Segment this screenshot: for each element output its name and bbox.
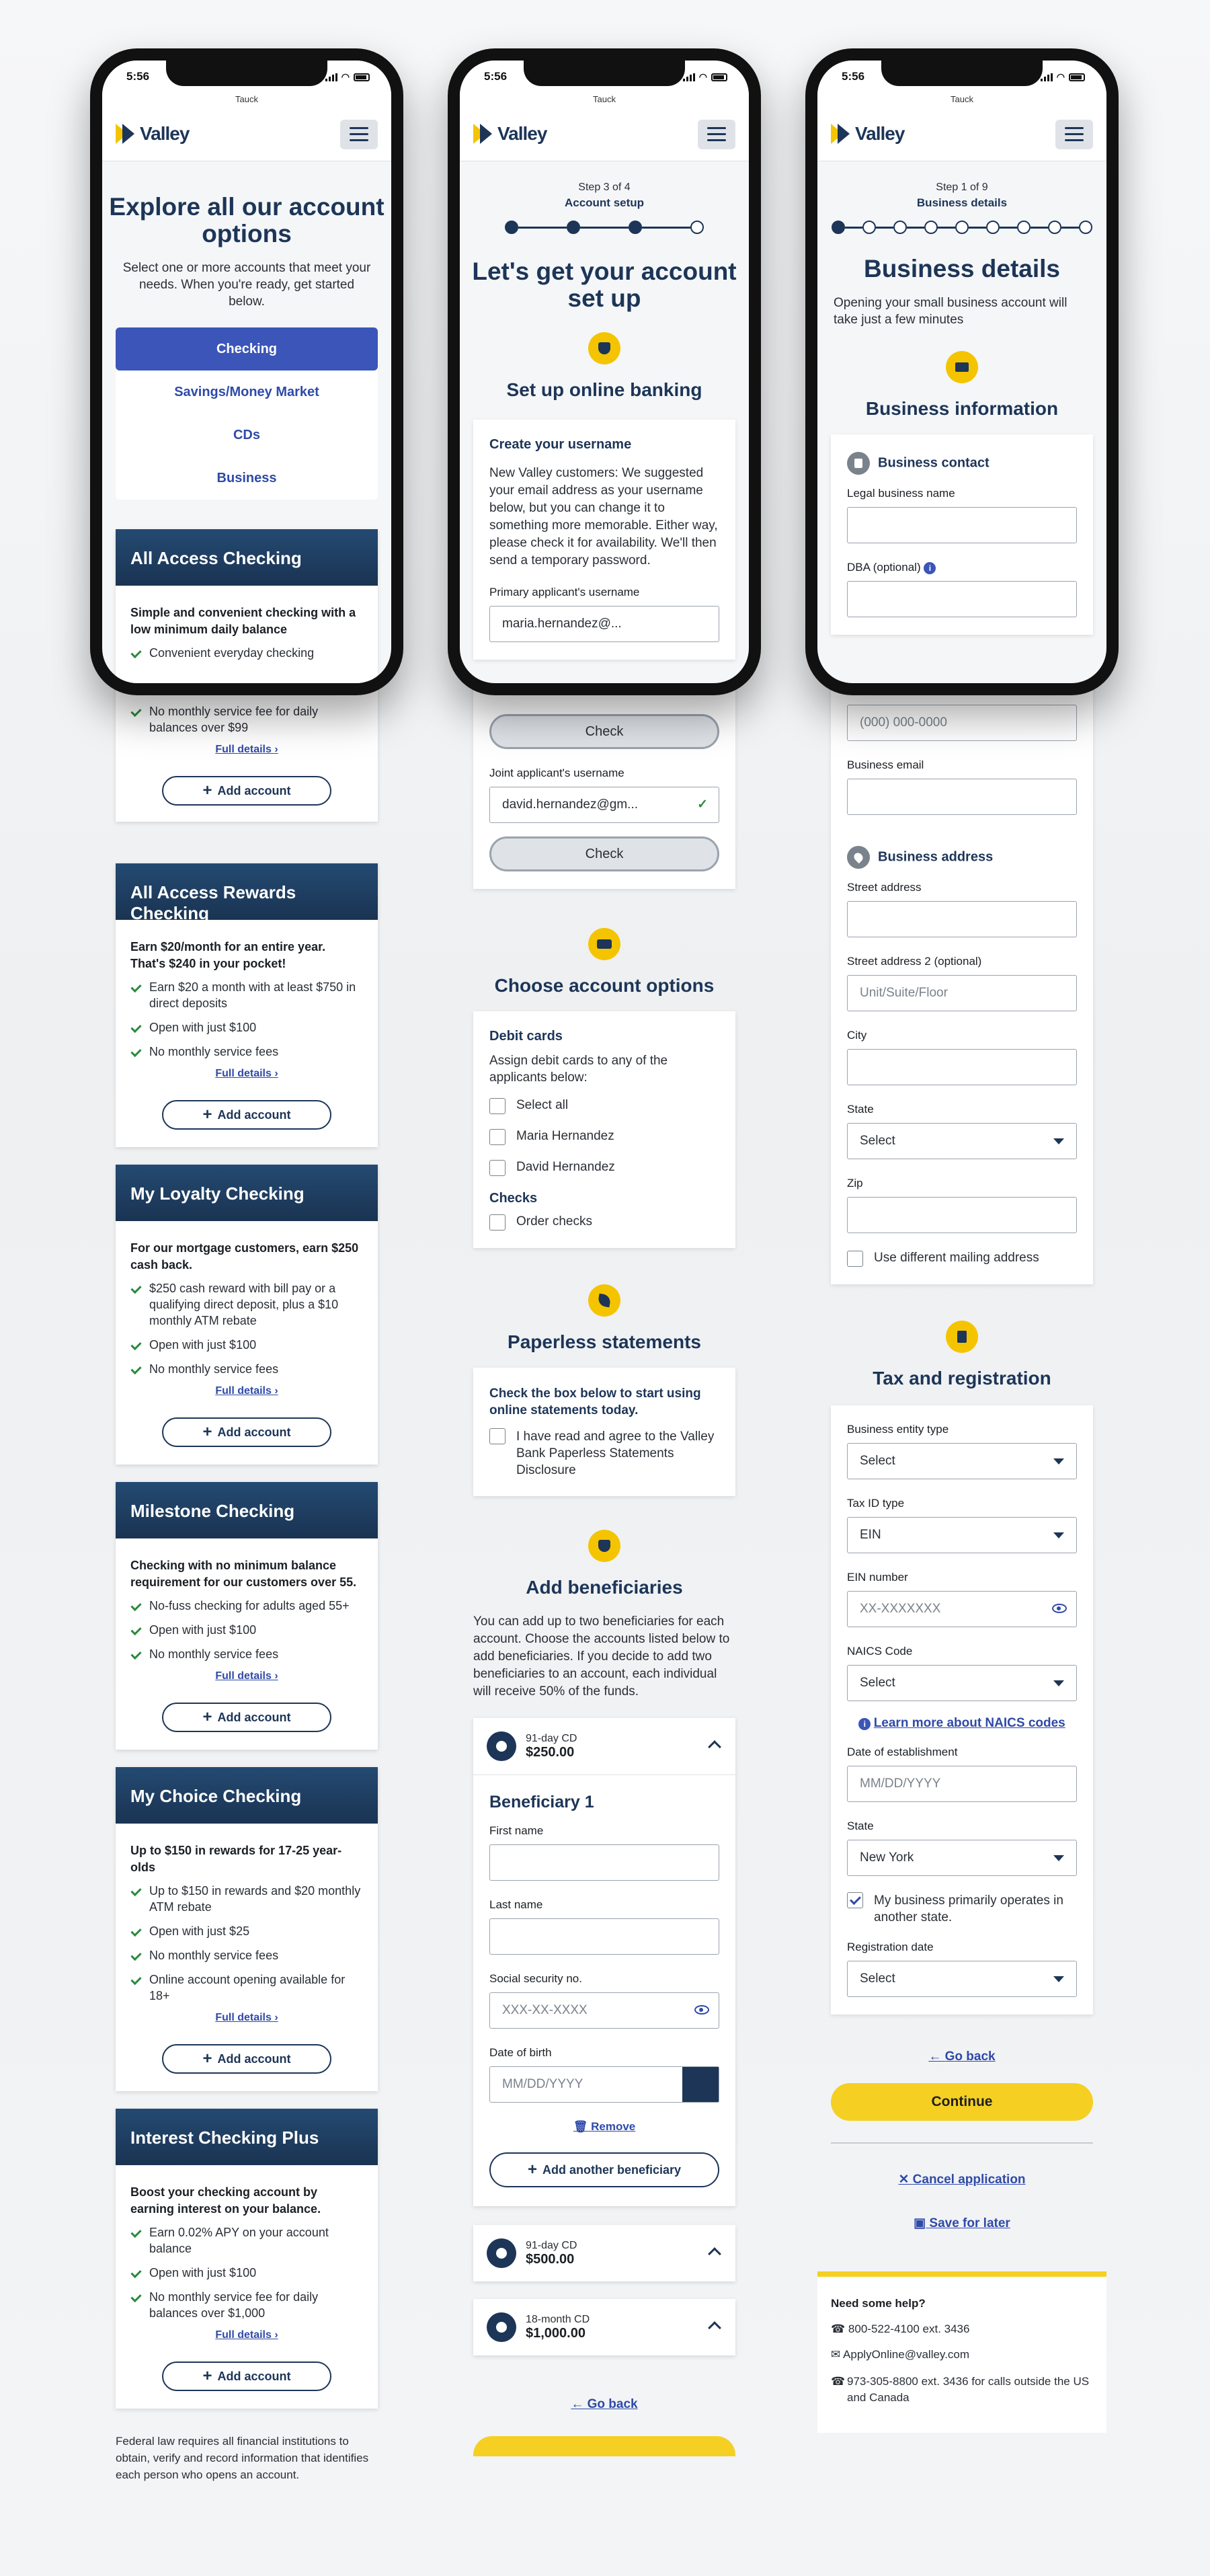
battery-icon [1069, 73, 1085, 81]
add-account-button[interactable]: + Add account [162, 776, 331, 806]
status-bar: 5:56 ◠ [817, 61, 1106, 90]
feature-item: Online account opening available for 18+ [130, 1972, 363, 2004]
phone-frame [90, 48, 403, 695]
street2-label: Street address 2 (optional) [847, 955, 982, 968]
phone-notch [881, 61, 1043, 86]
account-card-my-loyalty [116, 1165, 378, 1465]
account-accordion-header[interactable]: 18-month CD $1,000.00 [473, 2299, 735, 2355]
valley-logo-icon [831, 122, 851, 145]
cancel-application-link[interactable]: ✕ Cancel application [898, 2173, 1026, 2187]
dob-label: Date of birth [489, 2046, 552, 2059]
state-select[interactable]: Select [847, 1123, 1077, 1159]
phone-screen [817, 61, 1106, 683]
account-card-lead: Boost your checking account by earning interest on your balance. [130, 2185, 321, 2216]
account-card-list [102, 863, 391, 2483]
maria-checkbox[interactable]: Maria Hernandez [489, 1129, 719, 1145]
feature-item: Open with just $100 [130, 1337, 363, 1353]
beneficiary-title: Beneficiary 1 [489, 1793, 594, 1811]
phone-frame [805, 48, 1119, 695]
account-card-title: Milestone Checking [116, 1482, 378, 1538]
ssn-input[interactable]: XXX-XX-XXXX [489, 1992, 719, 2029]
joint-username-label: Joint applicant's username [489, 767, 624, 779]
eye-icon[interactable] [694, 2005, 709, 2015]
account-options-panel [473, 1011, 735, 1248]
naics-select[interactable]: Select [847, 1665, 1077, 1701]
tax-id-type-label: Tax ID type [847, 1497, 905, 1510]
continue-button-partial[interactable] [473, 2436, 735, 2456]
plus-icon: + [202, 1105, 212, 1124]
add-account-button[interactable]: + Add account [162, 2362, 331, 2391]
battery-icon [354, 73, 370, 81]
plus-icon: + [527, 2160, 537, 2179]
tab-checking[interactable]: Checking [116, 327, 378, 370]
continue-button[interactable]: Continue [831, 2083, 1093, 2121]
browser-url: Tauck [817, 90, 1106, 108]
building-icon [847, 452, 870, 475]
account-card-lead: Checking with no minimum balance requirement for our customers over 55. [130, 1559, 357, 1589]
full-details-link[interactable]: Full details › [215, 1670, 278, 1682]
valley-logo[interactable]: Valley [116, 122, 189, 145]
feature-item: Earn 0.02% APY on your account balance [130, 2224, 363, 2257]
tax-panel [831, 1405, 1093, 2015]
help-phone[interactable]: ☎ 800-522-4100 ext. 3436 [831, 2323, 970, 2335]
phone-screen [460, 61, 749, 683]
debit-cards-text: Assign debit cards to any of the applicants below: [489, 1054, 668, 1085]
user-icon [487, 1731, 516, 1761]
close-icon: ✕ [898, 2173, 910, 2187]
valley-logo[interactable]: Valley [831, 122, 904, 145]
beneficiary-account [473, 2299, 735, 2355]
account-card-lead: For our mortgage customers, earn $250 cash back. [130, 1241, 359, 1272]
account-card-all-access-rewards [116, 863, 378, 1147]
user-icon [487, 2238, 516, 2268]
signal-icon [1041, 73, 1053, 81]
chevron-up-icon [708, 2321, 721, 2335]
phone-icon: ☎ [831, 2323, 846, 2335]
business-contact-title: Business contact [847, 452, 1077, 475]
primary-username-label: Primary applicant's username [489, 586, 640, 598]
site-header [817, 108, 1106, 161]
account-card-lead: Simple and convenient checking with a low minimum daily balance [130, 606, 356, 636]
account-card-title: All Access Rewards Checking [116, 863, 378, 920]
tax-registration-title: Tax and registration [873, 1368, 1051, 1389]
full-details-link[interactable]: Full details › [215, 2329, 278, 2341]
legal-name-label: Legal business name [847, 487, 955, 500]
paperless-title: Paperless statements [508, 1331, 701, 1352]
phone-frame [448, 48, 761, 695]
account-card-interest-plus [116, 2109, 378, 2409]
feature-item: No monthly service fees [130, 1646, 363, 1662]
street2-input[interactable]: Unit/Suite/Floor [847, 975, 1077, 1011]
city-label: City [847, 1029, 867, 1042]
business-address-title: Business address [847, 846, 1077, 869]
paperless-agree-checkbox[interactable]: I have read and agree to the Valley Bank Paperless Statements Disclosure [489, 1428, 719, 1479]
feature-item: Open with just $100 [130, 2265, 363, 2281]
account-card-my-choice [116, 1767, 378, 2091]
checks-title: Checks [489, 1191, 538, 1206]
street-input[interactable] [847, 901, 1077, 937]
account-card-title: All Access Checking [116, 529, 378, 586]
entity-type-select[interactable]: Select [847, 1443, 1077, 1479]
document-icon [946, 1321, 978, 1353]
state-label: State [847, 1103, 874, 1116]
create-username-title: Create your username [489, 437, 632, 452]
tab-savings[interactable]: Savings/Money Market [174, 384, 319, 399]
legal-footer: Federal law requires all financial institutions to obtain, verify and record information that identifies each person who opens an account. [116, 2435, 369, 2481]
browser-url: Tauck [460, 90, 749, 108]
help-section [817, 2271, 1106, 2433]
feature-item: No-fuss checking for adults aged 55+ [130, 1598, 363, 1614]
feature-item: No monthly service fees [130, 1947, 363, 1963]
card-icon [588, 928, 620, 960]
progress-stepper [817, 221, 1106, 234]
check-joint-username-button[interactable]: Check [489, 836, 719, 871]
tab-business[interactable]: Business [216, 470, 277, 485]
page-subtitle: Select one or more accounts that meet your needs. When you're ready, get started below. [122, 261, 371, 309]
mailing-address-checkbox[interactable]: Use different mailing address [847, 1251, 1077, 1267]
select-all-checkbox[interactable]: Select all [489, 1098, 719, 1114]
registration-state-select[interactable]: New York [847, 1840, 1077, 1876]
business-info-title: Business information [865, 398, 1059, 419]
first-name-label: First name [489, 1824, 544, 1837]
user-icon [487, 2312, 516, 2342]
email-label: Business email [847, 758, 924, 771]
username-text: New Valley customers: We suggested your email address as your username below, but you can change it to something more memorable. Either way, please check it for availability. We'll then send a temporary password. [489, 466, 718, 568]
email-input[interactable] [847, 779, 1077, 815]
account-accordion-header[interactable]: 91-day CD $500.00 [473, 2225, 735, 2281]
account-options-title: Choose account options [494, 975, 715, 996]
wifi-icon: ◠ [1056, 71, 1065, 82]
chevron-up-icon [708, 2247, 721, 2261]
phone-notch [166, 61, 327, 86]
main-content [817, 161, 1106, 635]
add-account-button[interactable]: + Add account [162, 1703, 331, 1732]
tax-id-type-select[interactable]: EIN [847, 1517, 1077, 1553]
feature-item: Convenient everyday checking [130, 645, 363, 661]
step-name: Business details [916, 196, 1008, 209]
account-card-lead: Up to $150 in rewards for 17-25 year-olds [130, 1844, 342, 1874]
add-account-button[interactable]: + Add account [162, 1417, 331, 1447]
account-card-all-access-tail [116, 679, 378, 822]
store-icon [946, 351, 978, 383]
status-bar: 5:56 ◠ [460, 61, 749, 90]
hamburger-menu-icon[interactable] [340, 120, 378, 149]
full-details-link[interactable]: Full details › [215, 1068, 278, 1079]
account-card-title: My Choice Checking [116, 1767, 378, 1824]
ssn-label: Social security no. [489, 1972, 582, 1985]
chevron-up-icon [708, 1740, 721, 1754]
beneficiary-account-expanded [473, 1718, 735, 2206]
phone-icon: ☎ [831, 2375, 846, 2388]
primary-username-input[interactable]: maria.hernandez@... [489, 606, 719, 642]
paperless-lead: Check the box below to start using online statements today. [489, 1387, 701, 1417]
account-card-continuation [102, 679, 391, 822]
plus-icon: + [202, 2050, 212, 2068]
help-intl-phone[interactable]: ☎ 973-305-8800 ext. 3436 for calls outside the US and Canada [831, 2375, 1090, 2404]
feature-item: No monthly service fee for daily balances over $1,000 [130, 2289, 363, 2321]
wifi-icon: ◠ [698, 71, 707, 82]
account-card-all-access [116, 529, 378, 683]
account-accordion-header[interactable]: 91-day CD $250.00 [473, 1718, 735, 1774]
checkmark-icon: ✓ [697, 797, 708, 812]
check-primary-username-button[interactable]: Check [489, 714, 719, 749]
joint-username-input[interactable]: david.hernandez@gm... ✓ [489, 787, 719, 823]
wifi-icon: ◠ [341, 71, 350, 82]
browser-url: Tauck [102, 90, 391, 108]
account-tabs [116, 327, 378, 500]
go-back-link[interactable]: ← Go back [571, 2397, 638, 2411]
remove-beneficiary-link[interactable]: 🗑 Remove [573, 2120, 636, 2133]
ein-input[interactable]: XX-XXXXXXX [847, 1591, 1077, 1627]
phone-input[interactable]: (000) 000-0000 [847, 705, 1077, 741]
debit-cards-title: Debit cards [489, 1029, 563, 1044]
trash-icon: 🗑 [573, 2120, 588, 2133]
valley-logo[interactable]: Valley [473, 122, 547, 145]
hamburger-menu-icon[interactable] [1055, 120, 1093, 149]
plus-icon: + [202, 1708, 212, 1726]
dba-input[interactable] [847, 581, 1077, 617]
feature-item: No monthly service fees [130, 1044, 363, 1060]
site-header [460, 108, 749, 161]
legal-name-input[interactable] [847, 507, 1077, 543]
other-state-checkbox[interactable]: My business primarily operates in another state. [847, 1892, 1077, 1926]
battery-icon [711, 73, 727, 81]
add-account-button[interactable]: + Add account [162, 2044, 331, 2074]
zip-label: Zip [847, 1177, 863, 1189]
feature-item: Open with just $100 [130, 1019, 363, 1036]
help-title: Need some help? [831, 2297, 926, 2310]
zip-input[interactable] [847, 1197, 1077, 1233]
eye-icon[interactable] [1052, 1604, 1067, 1613]
naics-label: NAICS Code [847, 1645, 913, 1657]
info-icon: i [858, 1718, 871, 1730]
beneficiaries-title: Add beneficiaries [526, 1577, 683, 1598]
go-back-link[interactable]: ← Go back [928, 2050, 996, 2064]
beneficiaries-text: You can add up to two beneficiaries for each account. Choose the accounts listed below to add beneficiaries. If you decide to add two beneficiaries to an account, each individual will receive 50% of the funds. [473, 1614, 730, 1699]
username-panel-tail [473, 679, 735, 889]
feature-item: Up to $150 in rewards and $20 monthly ATM rebate [130, 1883, 363, 1915]
online-banking-title: Set up online banking [506, 379, 702, 400]
page-title: Business details [863, 255, 1060, 282]
registration-date-select[interactable]: Select [847, 1961, 1077, 1997]
business-contact-panel [831, 434, 1093, 635]
shield-icon [588, 1530, 620, 1562]
dba-label: DBA (optional) i [847, 561, 1077, 574]
account-card-title: Interest Checking Plus [116, 2109, 378, 2165]
save-for-later-link[interactable]: ▣ Save for later [914, 2216, 1010, 2230]
setup-continuation [460, 679, 749, 2456]
valley-logo-icon [116, 122, 136, 145]
step-name: Account setup [564, 196, 645, 209]
city-input[interactable] [847, 1049, 1077, 1085]
add-beneficiary-button[interactable]: + Add another beneficiary [489, 2152, 719, 2187]
phone-notch [524, 61, 685, 86]
main-content [460, 161, 749, 660]
feature-item: Open with just $100 [130, 1622, 363, 1638]
calendar-icon[interactable] [682, 2067, 719, 2102]
signal-icon [325, 73, 337, 81]
establishment-date-input[interactable]: MM/DD/YYYY [847, 1766, 1077, 1802]
signal-icon [683, 73, 695, 81]
progress-stepper [460, 221, 749, 234]
save-icon: ▣ [914, 2216, 926, 2230]
street-label: Street address [847, 881, 922, 894]
business-contact-tail [831, 672, 1093, 1284]
feature-item: $250 cash reward with bill pay or a qualifying direct deposit, plus a $10 monthly ATM rebate [130, 1280, 363, 1329]
last-name-input[interactable] [489, 1918, 719, 1955]
main-content [102, 161, 391, 683]
step-indicator: Step 1 of 9 [936, 182, 988, 193]
status-bar: 5:56 ◠ [102, 61, 391, 90]
page-title: Let's get your account set up [472, 258, 737, 312]
mail-icon: ✉ [831, 2348, 841, 2361]
hamburger-menu-icon[interactable] [698, 120, 735, 149]
first-name-input[interactable] [489, 1844, 719, 1881]
business-continuation [817, 672, 1106, 2433]
account-card-title: My Loyalty Checking [116, 1165, 378, 1221]
step-indicator: Step 3 of 4 [578, 182, 631, 193]
leaf-icon [588, 1284, 620, 1317]
page-title: Explore all our account options [109, 193, 385, 247]
location-pin-icon [847, 846, 870, 869]
feature-item: No monthly service fee for daily balances over $99 [130, 703, 363, 736]
paperless-panel [473, 1368, 735, 1496]
entity-type-label: Business entity type [847, 1423, 949, 1436]
david-checkbox[interactable]: David Hernandez [489, 1160, 719, 1176]
registration-state-label: State [847, 1820, 874, 1832]
order-checks-checkbox[interactable]: Order checks [489, 1214, 719, 1231]
beneficiary-account [473, 2225, 735, 2281]
help-email[interactable]: ✉ ApplyOnline@valley.com [831, 2348, 970, 2361]
page-subtitle: Opening your small business account will take just a few minutes [834, 296, 1067, 327]
username-panel [473, 420, 735, 660]
naics-learn-more-link[interactable]: Learn more about NAICS codes [873, 1716, 1065, 1730]
tab-cds[interactable]: CDs [233, 427, 260, 442]
plus-icon: + [202, 1423, 212, 1441]
registration-date-label: Registration date [847, 1941, 934, 1953]
plus-icon: + [202, 781, 212, 799]
full-details-link[interactable]: Full details › [215, 744, 278, 755]
shield-icon [588, 332, 620, 364]
info-icon[interactable]: i [924, 562, 936, 574]
feature-item: Earn $20 a month with at least $750 in direct deposits [130, 979, 363, 1011]
site-header [102, 108, 391, 161]
feature-item: No monthly service fees [130, 1361, 363, 1377]
account-card-milestone [116, 1482, 378, 1750]
full-details-link[interactable]: Full details › [215, 1385, 278, 1397]
valley-logo-icon [473, 122, 493, 145]
full-details-link[interactable]: Full details › [215, 2012, 278, 2023]
account-card-lead: Earn $20/month for an entire year. That's $240 in your pocket! [130, 940, 326, 970]
add-account-button[interactable]: + Add account [162, 1100, 331, 1130]
ein-label: EIN number [847, 1571, 908, 1584]
plus-icon: + [202, 2367, 212, 2385]
establishment-date-label: Date of establishment [847, 1746, 958, 1758]
last-name-label: Last name [489, 1898, 543, 1911]
phone-screen [102, 61, 391, 683]
dob-input[interactable]: MM/DD/YYYY [489, 2066, 719, 2103]
feature-item: Open with just $25 [130, 1923, 363, 1939]
